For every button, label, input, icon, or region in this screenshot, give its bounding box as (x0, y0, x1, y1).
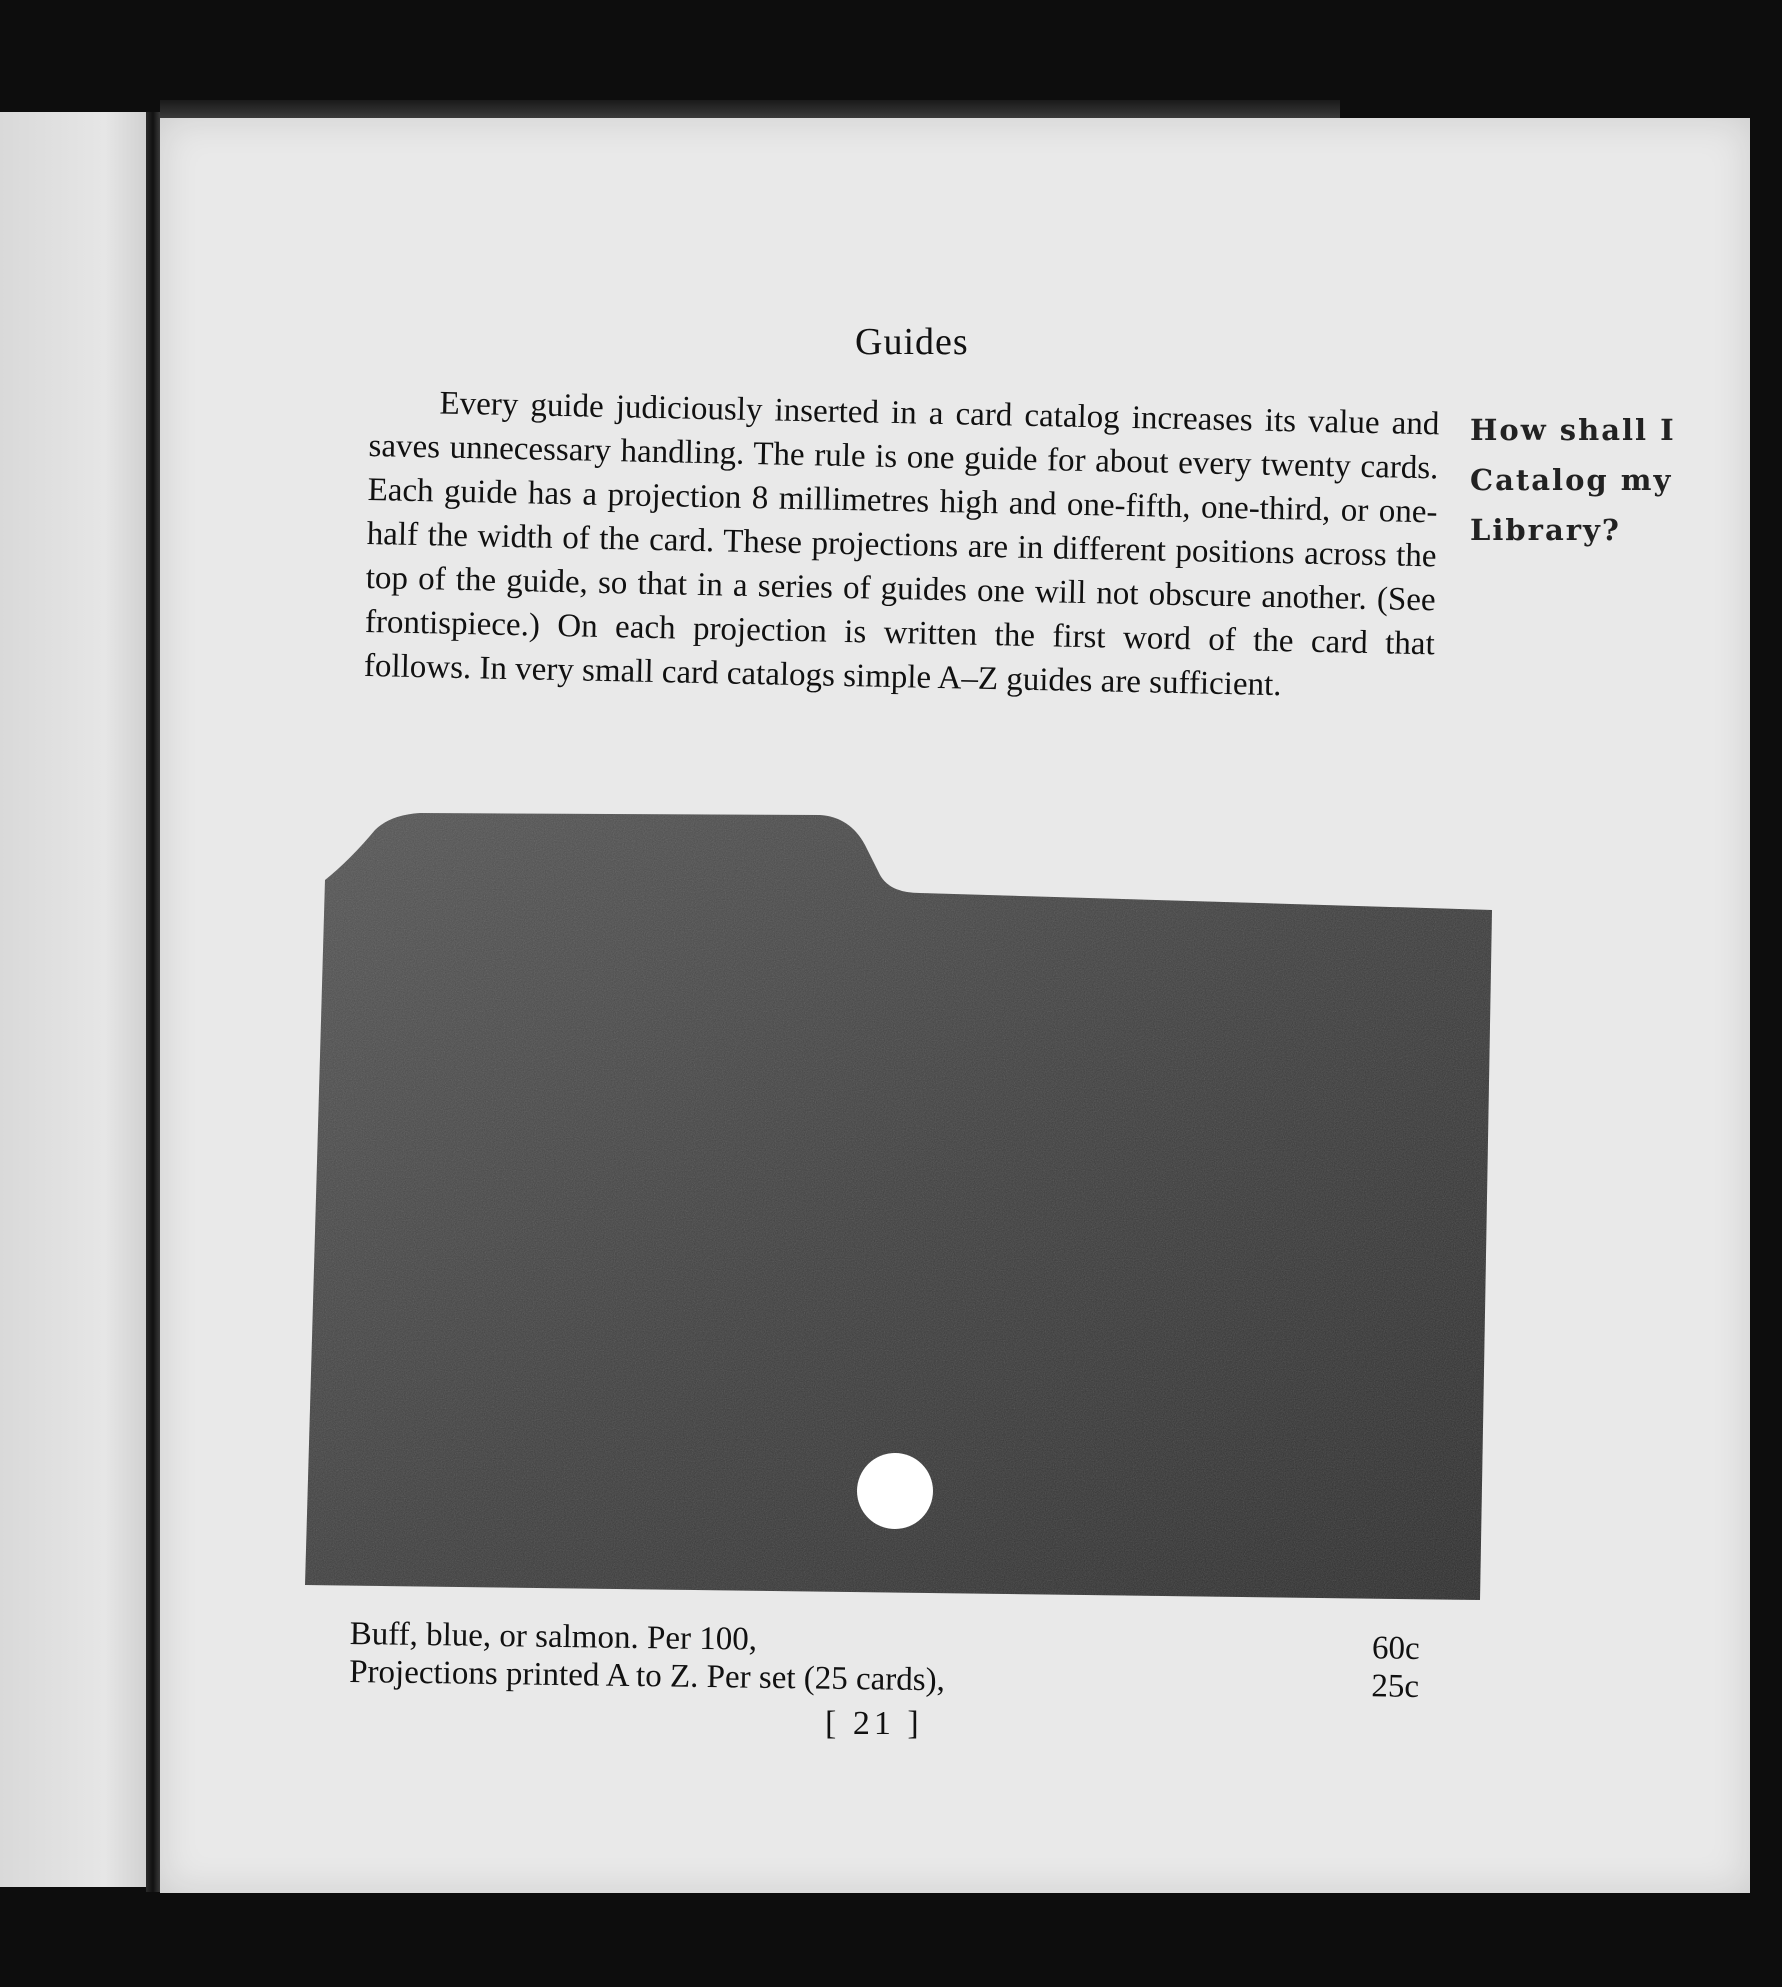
book-gutter (146, 112, 160, 1892)
page-heading: Guides (855, 321, 969, 363)
rod-hole (857, 1453, 933, 1529)
caption-description: Buff, blue, or salmon. Per 100, (349, 1615, 758, 1658)
sidenote-line: Catalog my (1470, 463, 1673, 497)
guide-card-illustration (300, 805, 1495, 1605)
caption-description: Projections printed A to Z. Per set (25 cards), (348, 1653, 946, 1699)
caption-price: 25c (1371, 1668, 1420, 1705)
body-paragraph: Every guide judiciously inserted in a card catalog increases its value and saves unnecessary handling. The rule is one guide for about every twenty cards. Each guide has a projection 8 millimetres high and one-fifth, one-third, or one-half the width of the card. These projections are in different positions across the top of the guide, so that in a series of guides one will not obscure another. (See frontispiece.) On each projection is written the first word of the card that follows. In very small card catalogs simple A–Z guides are sufficient. (363, 385, 1440, 704)
margin-sidenote (1470, 405, 1700, 555)
caption-price: 60c (1371, 1630, 1420, 1667)
price-caption (349, 1615, 1420, 1706)
sidenote-line: How shall I (1470, 413, 1676, 447)
sidenote-line: Library? (1470, 513, 1621, 547)
facing-page-edge (0, 112, 150, 1887)
page-number: [ 21 ] (825, 1705, 923, 1742)
